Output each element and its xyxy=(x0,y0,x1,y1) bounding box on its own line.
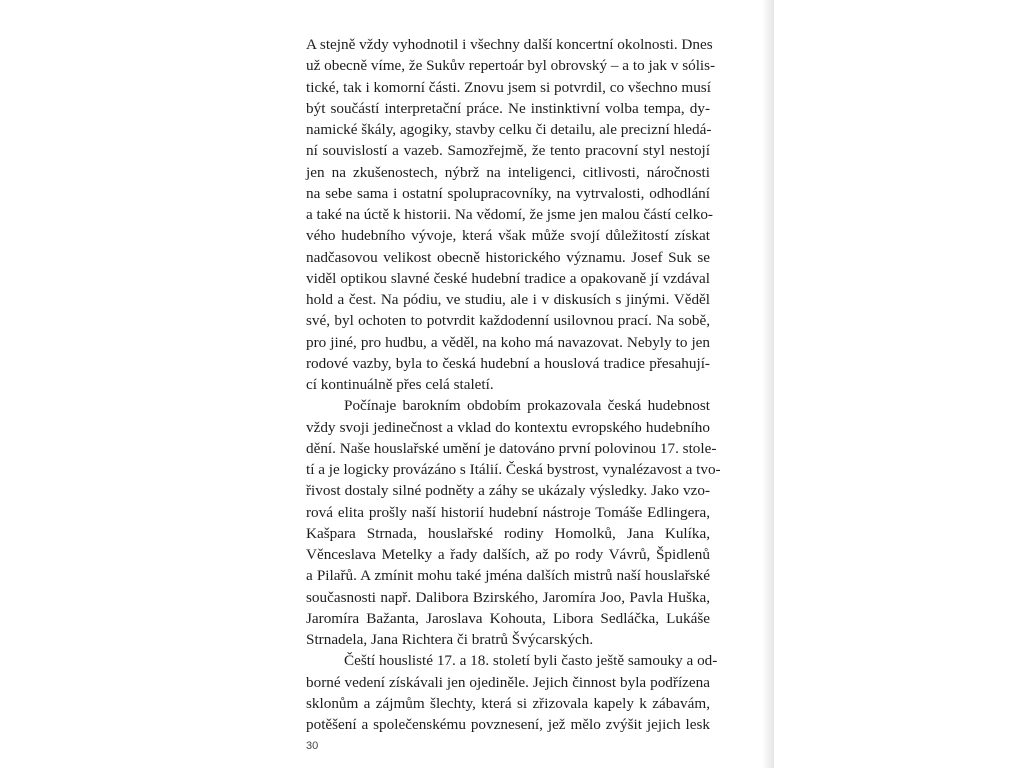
text-line: Čeští houslisté 17. a 18. století byli často ještě samouky a od- xyxy=(344,652,718,670)
text-line: Kašpara Strnada, houslařské rodiny Homolků, Jana Kulíka, xyxy=(306,524,710,542)
text-line: být součástí interpretační práce. Ne instinktivní volba tempa, dy- xyxy=(306,99,710,117)
paragraph-1 xyxy=(306,34,716,395)
text-line: vého hudebního vývoje, která však může svojí důležitostí získat xyxy=(306,227,710,245)
text-line: sklonům a zájmům šlechty, která si zřizovala kapely k zábavám, xyxy=(306,694,710,712)
text-line: hold a čest. Na pódiu, ve studiu, ale i v diskusích s jinými. Věděl xyxy=(306,291,710,308)
text-line: současnosti např. Dalibora Bzirského, Jaromíra Joo, Pavla Huška, xyxy=(306,588,710,606)
text-line: potěšení a společenskému povznesení, jež mělo zvýšit jejich lesk xyxy=(306,716,710,733)
paragraph-2 xyxy=(306,395,721,650)
text-line: cí kontinuálně přes celá staletí. xyxy=(306,376,494,393)
text-line: Počínaje barokním obdobím prokazovala česká hudebnost xyxy=(344,397,710,415)
text-line: Strnadela, Jana Richtera či bratrů Švýcarských. xyxy=(306,631,594,648)
text-line: namické škály, agogiky, stavby celku či detailu, ale precizní hledá- xyxy=(306,121,712,138)
text-line: dění. Naše houslařské umění je datováno první polovinou 17. stole- xyxy=(306,439,717,457)
text-line: Jaromíra Bažanta, Jaroslava Kohouta, Libora Sedláčka, Lukáše xyxy=(306,609,710,627)
text-line: rodové vazby, byla to česká hudební a houslová tradice přesahují- xyxy=(306,354,710,372)
text-line: ní souvislostí a vazeb. Samozřejmě, že tento pracovní styl nestojí xyxy=(306,142,710,160)
text-line: vždy svoji jedinečnost a vklad do kontextu evropského hudebního xyxy=(306,418,710,436)
text-line: své, byl ochoten to potvrdit každodenní usilovnou prací. Na sobě, xyxy=(306,312,710,330)
text-line: jen na zkušenostech, nýbrž na inteligenci, citlivosti, náročnosti xyxy=(306,163,710,181)
page-edge-shadow xyxy=(762,0,774,768)
text-line: a Pilařů. A zmínit mohu také jména dalších mistrů naší houslařské xyxy=(306,567,710,585)
text-line: viděl optikou slavné české hudební tradice a opakovaně jí vzdával xyxy=(306,269,710,287)
text-line: rová elita prošly naší historií hudební nástroje Tomáše Edlingera, xyxy=(306,503,710,521)
text-line: nadčasovou velikost obecně historického významu. Josef Suk se xyxy=(306,248,710,266)
text-line: na sebe sama i ostatní spolupracovníky, na vytrvalosti, odhodlání xyxy=(306,184,710,202)
paragraph-3 xyxy=(306,650,718,735)
page-number: 30 xyxy=(306,740,319,752)
text-line: už obecně víme, že Sukův repertoár byl obrovský – a to jak v sólis- xyxy=(306,57,716,75)
text-line: pro jiné, pro hudbu, a věděl, na koho má navazovat. Nebyly to jen xyxy=(306,333,710,351)
text-line: a také na úctě k historii. Na vědomí, že jsme jen malou částí celko- xyxy=(306,206,713,223)
text-line: borné vedení získávali jen ojediněle. Jejich činnost byla podřízena xyxy=(306,673,710,691)
text-line: řivost dostaly silné podněty a záhy se ukázaly výsledky. Jako vzo- xyxy=(306,482,710,500)
body-text xyxy=(306,34,721,735)
text-line: tí a je logicky provázáno s Itálií. Česká bystrost, vynalézavost a tvo- xyxy=(306,461,721,478)
text-line: A stejně vždy vyhodnotil i všechny další koncertní okolnosti. Dnes xyxy=(306,36,713,53)
text-line: tické, tak i komorní části. Znovu jsem si potvrdil, co všechno musí xyxy=(306,78,711,96)
text-line: Věnceslava Metelky a řady dalších, až po rody Vávrů, Špidlenů xyxy=(306,546,710,563)
